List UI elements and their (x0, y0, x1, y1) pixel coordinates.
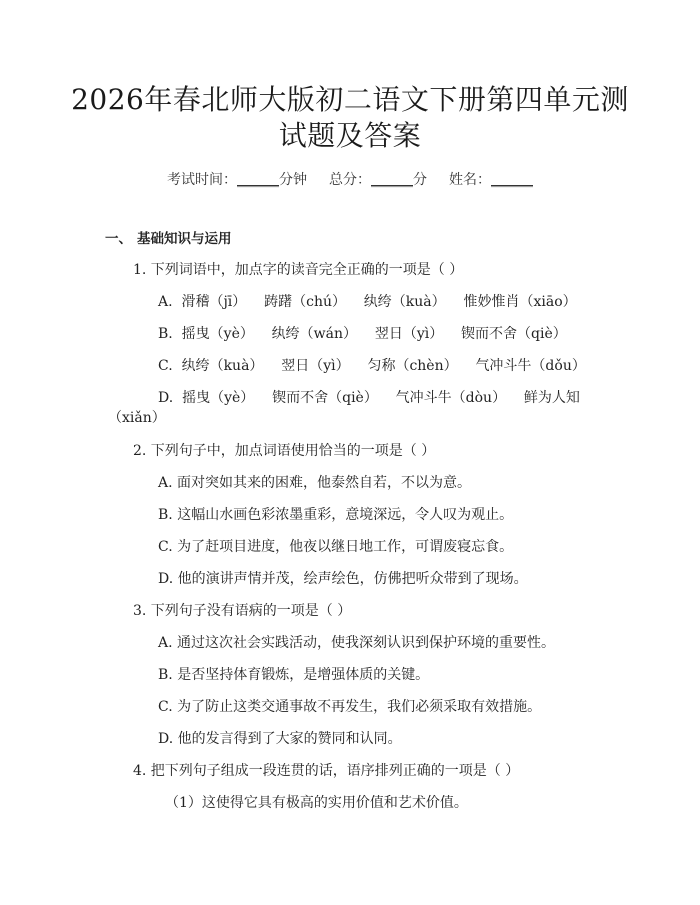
name-blank: ______ (491, 172, 533, 188)
q4-sub-item-1: （1）这使得它具有极高的实用价值和艺术价值。 (165, 795, 468, 811)
section-title: 基础知识与运用 (137, 231, 232, 247)
q1-option-c (158, 356, 586, 376)
question-3-stem: 3. 下列句子没有语病的一项是（ ） (133, 603, 352, 619)
q1-option-c-word1: 纨绔（kuà） (181, 358, 264, 374)
q1-option-d-word2: 锲而不舍（qiè） (272, 390, 378, 406)
q1-option-a-word2: 踌躇（chú） (264, 294, 346, 310)
q1-option-d-word3: 气冲斗牛（dòu） (395, 390, 507, 406)
q1-option-b-letter: B. (158, 326, 173, 342)
q1-option-b-word4: 锲而不舍（qiè） (461, 326, 567, 342)
score-unit: 分 (413, 172, 427, 188)
question-2-stem: 2. 下列句子中，加点词语使用恰当的一项是（ ） (133, 443, 436, 459)
q1-option-d-word1: 摇曳（yè） (182, 390, 255, 406)
q3-option-b: B. 是否坚持体育锻炼，是增强体质的关键。 (158, 667, 430, 683)
q1-option-b-word3: 翌日（yì） (374, 326, 444, 342)
score-blank: ______ (371, 172, 413, 188)
q1-option-a-word4: 惟妙惟肖（xiāo） (463, 294, 577, 310)
q1-option-a-word1: 滑稽（jī） (181, 294, 247, 310)
section-number: 一、 (105, 231, 132, 247)
q2-option-b: B. 这幅山水画色彩浓墨重彩，意境深远，令人叹为观止。 (158, 507, 514, 523)
q1-option-d-wrap: （xiǎn） (108, 410, 166, 426)
q1-option-c-word2: 翌日（yì） (281, 358, 350, 374)
q1-option-b-word2: 纨绔（wán） (271, 326, 358, 342)
q1-option-d-word4: 鲜为人知 (523, 390, 580, 406)
exam-meta-line (0, 169, 700, 189)
q1-option-d (158, 388, 580, 408)
time-unit: 分钟 (279, 172, 307, 188)
q1-option-a (158, 292, 577, 312)
time-label: 考试时间： (167, 172, 237, 188)
section-heading (105, 229, 232, 249)
q2-option-a: A. 面对突如其来的困难，他泰然自若，不以为意。 (158, 475, 472, 491)
q3-option-d: D. 他的发言得到了大家的赞同和认同。 (158, 731, 402, 747)
document-title-line1: 2026年春北师大版初二语文下册第四单元测 (71, 83, 629, 116)
time-blank: ______ (237, 172, 279, 188)
score-label: 总分： (329, 172, 371, 188)
question-1-stem: 1. 下列词语中，加点字的读音完全正确的一项是（ ） (133, 262, 464, 278)
q3-option-c: C. 为了防止这类交通事故不再发生，我们必须采取有效措施。 (158, 699, 542, 715)
q1-option-c-word3: 匀称（chèn） (367, 358, 458, 374)
q2-option-c: C. 为了赶项目进度，他夜以继日地工作，可谓废寝忘食。 (158, 539, 514, 555)
q1-option-a-word3: 纨绔（kuà） (363, 294, 446, 310)
q3-option-a: A. 通过这次社会实践活动，使我深刻认识到保护环境的重要性。 (158, 635, 556, 651)
q1-option-a-letter: A. (158, 294, 173, 310)
q1-option-c-word4: 气冲斗牛（dǒu） (475, 358, 586, 374)
name-label: 姓名： (449, 172, 491, 188)
document-title-line2: 试题及答案 (278, 119, 422, 152)
q1-option-d-letter: D. (158, 390, 174, 406)
question-4-stem: 4. 把下列句子组成一段连贯的话，语序排列正确的一项是（ ） (133, 763, 520, 779)
q2-option-d: D. 他的演讲声情并茂，绘声绘色，仿佛把听众带到了现场。 (158, 571, 528, 587)
q1-option-b-word1: 摇曳（yè） (181, 326, 254, 342)
q1-option-b (158, 324, 567, 344)
q1-option-c-letter: C. (158, 358, 173, 374)
